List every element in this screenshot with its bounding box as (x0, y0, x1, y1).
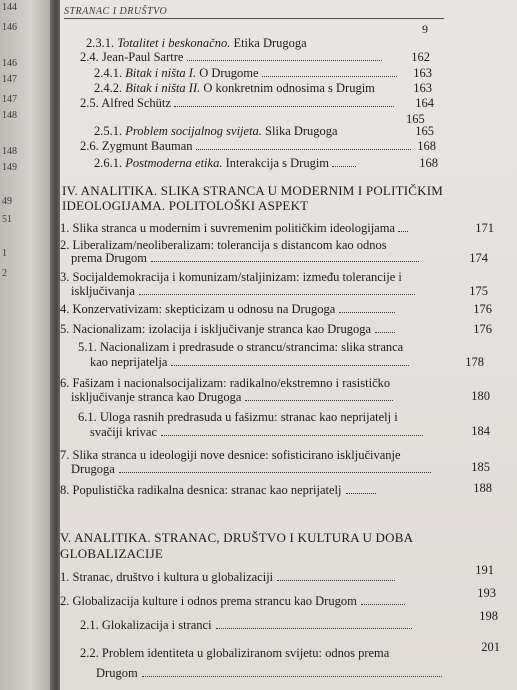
toc-entry: 5. Nacionalizam: izolacija i isključivanje stranca kao Drugoga (60, 322, 395, 336)
toc-page-number: 175 (469, 284, 488, 298)
toc-entry: 2.5.1. Problem socijalnog svijeta. Slika Drugoga (94, 124, 338, 138)
facing-page-number: 147 (2, 74, 17, 85)
toc-entry-continued: isključivanje stranca kao Drugoga (71, 390, 393, 404)
facing-page-number: 144 (2, 2, 17, 13)
toc-page-number: 193 (477, 586, 496, 600)
facing-page-number: 147 (2, 94, 17, 105)
facing-page-number: 148 (2, 146, 17, 157)
chapter-title: GLOBALIZACIJE (60, 546, 163, 561)
toc-entry: 8. Populistička radikalna desnica: stranac kao neprijatelj (60, 483, 376, 497)
toc-entry-continued: isključivanja (71, 284, 415, 298)
facing-page-number: 149 (2, 162, 17, 173)
toc-page-number: 164 (415, 96, 434, 110)
toc-entry-continued: prema Drugom (71, 251, 419, 265)
toc-page-number: 176 (473, 322, 492, 336)
toc-entry: 2.4.2. Bitak i ništa II. O konkretnim odnosima s Drugim (94, 81, 375, 95)
facing-page-number: 1 (2, 248, 7, 259)
toc-entry-continued: kao neprijatelja (90, 355, 409, 369)
facing-page-number: 148 (2, 110, 17, 121)
toc-entry: 2.5. Alfred Schütz (80, 96, 394, 110)
toc-page-number: 188 (473, 481, 492, 495)
toc-page-number: 191 (475, 563, 494, 577)
toc-entry: 6.1. Uloga rasnih predrasuda u fašizmu: stranac kao neprijatelj i (78, 410, 398, 424)
page-number: 9 (422, 22, 428, 36)
facing-page-number: 51 (2, 214, 12, 225)
facing-page-number: 49 (2, 196, 12, 207)
toc-entry-continued: Drugom (96, 666, 442, 680)
toc-page-number: 168 (417, 139, 436, 153)
chapter-title: V. ANALITIKA. STRANAC, DRUŠTVO I KULTURA U DOBA (60, 530, 414, 545)
toc-entry: 2. Liberalizam/neoliberalizam: tolerancija s distancom kao odnos (60, 238, 387, 252)
toc-page-number: 185 (471, 460, 490, 474)
toc-entry-continued: Drugoga (71, 462, 431, 476)
toc-entry: 7. Slika stranca u ideologiji nove desnice: sofisticirano isključivanje (60, 448, 401, 462)
facing-page-number: 146 (2, 58, 17, 69)
toc-page-number: 163 (413, 81, 432, 95)
toc-entry: 2.1. Glokalizacija i stranci (80, 618, 412, 632)
toc-entry: 1. Stranac, društvo i kultura u globalizaciji (60, 570, 395, 584)
toc-entry: 1. Slika stranca u modernim i suvremenim političkim ideologijama (60, 221, 408, 235)
toc-entry: 2.6.1. Postmoderna etika. Interakcija s Drugim (94, 156, 356, 170)
toc-page-number: 165 (406, 112, 425, 126)
facing-page-number: 146 (2, 22, 17, 33)
toc-page-number: 168 (419, 156, 438, 170)
toc-page-number: 178 (465, 355, 484, 369)
toc-entry: 4. Konzervativizam: skepticizam u odnosu na Drugoga (60, 302, 395, 316)
toc-page-number: 184 (471, 424, 490, 438)
toc-page-number: 163 (413, 66, 432, 80)
toc-page-number: 180 (471, 389, 490, 403)
running-head: STRANAC I DRUŠTVO (64, 6, 444, 19)
toc-entry: 2.4. Jean-Paul Sartre (80, 50, 382, 64)
toc-entry: 2.4.1. Bitak i ništa I. O Drugome (94, 66, 397, 80)
facing-page-edge (0, 0, 54, 690)
chapter-title: IV. ANALITIKA. SLIKA STRANCA U MODERNIM I POLITIČKIM (62, 183, 444, 198)
toc-page-number: 174 (469, 251, 488, 265)
facing-page-number: 2 (2, 268, 7, 279)
toc-entry: 5.1. Nacionalizam i predrasude o strancu/strancima: slika stranca (78, 340, 404, 354)
toc-entry: 2. Globalizacija kulture i odnos prema strancu kao Drugom (60, 594, 405, 608)
toc-page (60, 0, 517, 690)
toc-entry: 2.6. Zygmunt Bauman (80, 139, 411, 153)
toc-entry-continued: svačiji krivac (90, 425, 423, 439)
toc-entry: 3. Socijaldemokracija i komunizam/staljinizam: između tolerancije i (60, 270, 402, 284)
toc-entry: 2.3.1. Totalitet i beskonačno. Etika Drugoga (86, 36, 307, 50)
toc-page-number: 165 (415, 124, 434, 138)
toc-page-number: 162 (411, 50, 430, 64)
toc-page-number: 176 (473, 302, 492, 316)
toc-entry: 2.2. Problem identiteta u globaliziranom svijetu: odnos prema (80, 646, 390, 660)
toc-page-number: 171 (475, 221, 494, 235)
toc-page-number: 198 (479, 609, 498, 623)
toc-page-number: 201 (481, 640, 500, 654)
toc-entry: 6. Fašizam i nacionalsocijalizam: radikalno/ekstremno i rasističko (60, 376, 391, 390)
chapter-title: IDEOLOGIJAMA. POLITOLOŠKI ASPEKT (62, 198, 309, 213)
